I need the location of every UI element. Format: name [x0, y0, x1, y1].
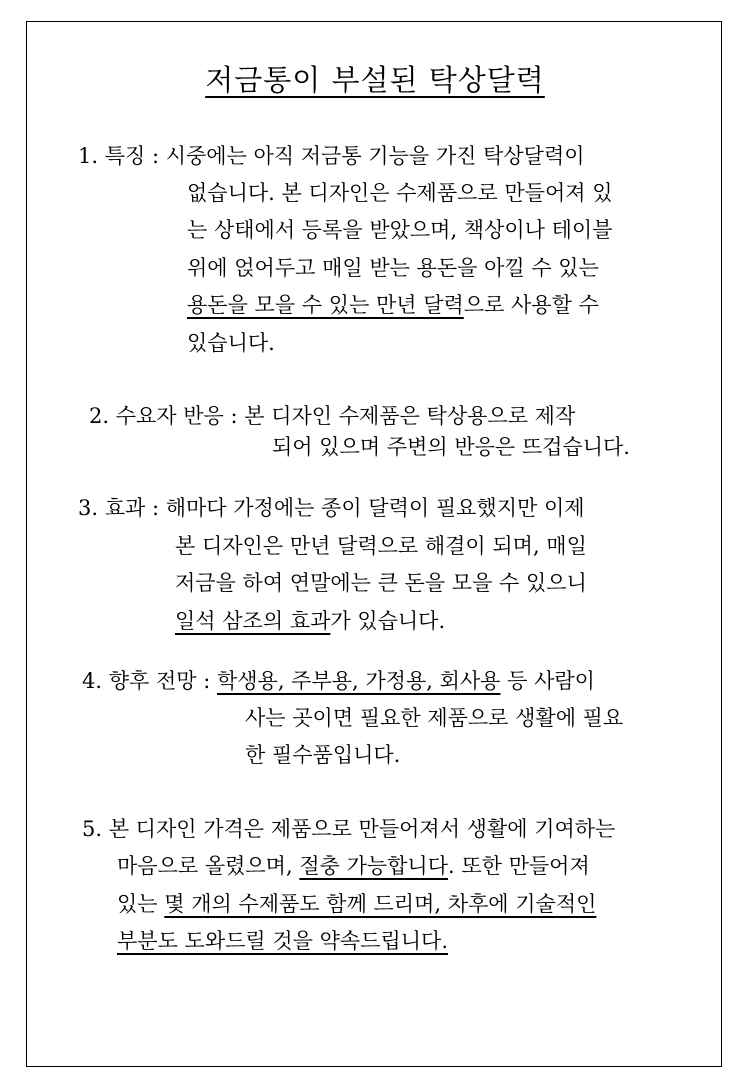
section-1-line-6: 있습니다. [187, 331, 275, 355]
underlined-phrase: 용돈을 모을 수 있는 만년 달력 [187, 293, 464, 317]
section-1-line-3: 는 상태에서 등록을 받았으며, 책상이나 테이블 [187, 218, 613, 242]
section-5-line-3: 있는 몇 개의 수제품도 함께 드리며, 차후에 기술적인 [117, 892, 597, 916]
section-3-line-4: 일석 삼조의 효과가 있습니다. [175, 609, 446, 633]
section-1-line-1: 1. 특징 : 시중에는 아직 저금통 기능을 가진 탁상달력이 [78, 144, 585, 168]
section-5-line-2: 마음으로 올렸으며, 절충 가능합니다. 또한 만들어져 [117, 854, 590, 878]
underlined-phrase: 부분도 도와드릴 것을 약속드립니다. [117, 929, 448, 953]
section-5-line-4 [117, 931, 448, 952]
underlined-phrase: 절충 가능합니다 [299, 854, 449, 878]
section-3-line-3: 저금을 하여 연말에는 큰 돈을 모을 수 있으니 [175, 571, 587, 595]
section-4-line-3: 한 필수품입니다. [245, 743, 401, 767]
section-3-line-1: 3. 효과 : 해마다 가정에는 종이 달력이 필요했지만 이제 [78, 496, 585, 520]
underlined-phrase: 학생용, 주부용, 가정용, 회사용 [216, 669, 501, 693]
section-1-line-5: 용돈을 모을 수 있는 만년 달력으로 사용할 수 [187, 293, 599, 317]
section-1-line-4: 위에 얹어두고 매일 받는 용돈을 아낄 수 있는 [187, 256, 599, 280]
section-3-line-2: 본 디자인은 만년 달력으로 해결이 되며, 매일 [175, 534, 587, 558]
section-2-line-1: 2. 수요자 반응 : 본 디자인 수제품은 탁상용으로 제작 [89, 404, 576, 428]
section-4-line-2: 사는 곳이면 필요한 제품으로 생활에 필요 [245, 706, 624, 730]
underlined-phrase: 몇 개의 수제품도 함께 드리며, 차후에 기술적인 [164, 892, 597, 916]
section-1-line-2: 없습니다. 본 디자인은 수제품으로 만들어져 있 [187, 181, 613, 205]
section-2-line-2: 되어 있으며 주변의 반응은 뜨겁습니다. [272, 435, 630, 459]
section-4-line-1: 4. 향후 전망 : 학생용, 주부용, 가정용, 회사용 등 사람이 [82, 669, 595, 693]
section-5-line-1: 5. 본 디자인 가격은 제품으로 만들어져서 생활에 기여하는 [82, 817, 616, 841]
underlined-phrase: 일석 삼조의 효과 [175, 609, 331, 633]
document-title: 저금통이 부설된 탁상달력 [205, 63, 545, 97]
